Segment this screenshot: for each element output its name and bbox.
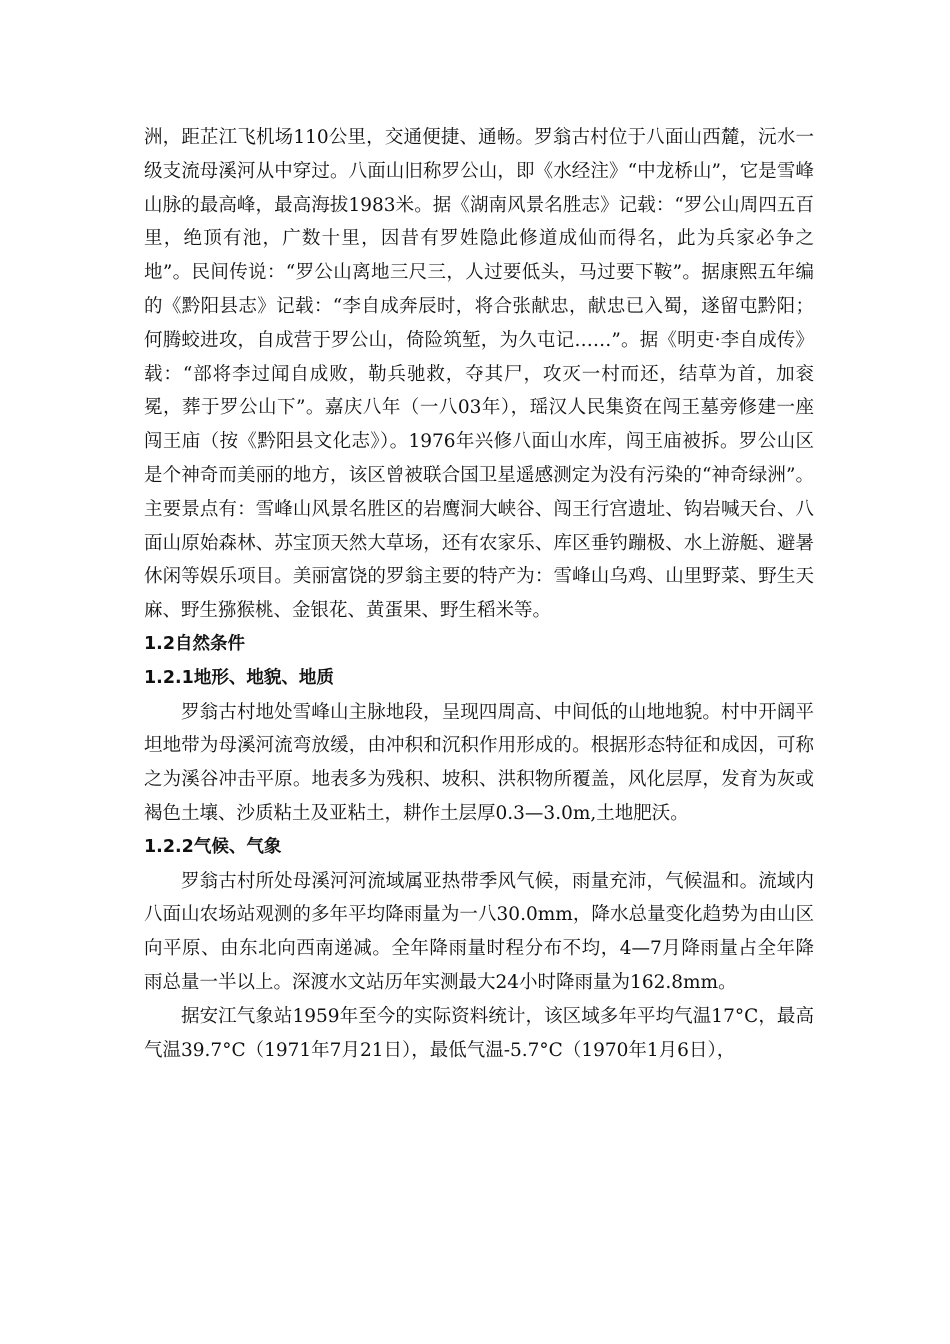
paragraph-climate: 罗翁古村所处母溪河河流域属亚热带季风气候，雨量充沛，气候温和。流域内八面山农场站观测的多年平均降雨量为一八30.0mm，降水总量变化趋势为由山区向平原、由东北向西南递减。全年降雨量时程分布不均，4—7月降雨量占全年降雨总量一半以上。深渡水文站历年实测最大24小时降雨量为162.8mm。 <box>144 870 814 993</box>
paragraph-intro: 洲，距芷江飞机场110公里，交通便捷、通畅。罗翁古村位于八面山西麓，沅水一级支流母溪河从中穿过。八面山旧称罗公山，即《水经注》“中龙桥山”，它是雪峰山脉的最高峰，最高海拔1983米。据《湖南风景名胜志》记载：“罗公山周四五百里，绝顶有池，广数十里，因昔有罗姓隐此修道成仙而得名，此为兵家必争之地”。民间传说：“罗公山离地三尺三，人过要低头，马过要下鞍”。据康熙五年编的《黔阳县志》记载：“李自成奔辰时，将合张献忠，献忠已入蜀，遂留屯黔阳；何腾蛟进攻，自成营于罗公山，倚险筑堑，为久屯记……”。据《明吏·李自成传》载：“部将李过闻自成败，勒兵驰救，夺其尸，攻灭一村而还，结草为首，加衮冕，葬于罗公山下”。嘉庆八年（一八03年），瑶汉人民集资在闯王墓旁修建一座闯王庙（按《黔阳县文化志》）。1976年兴修八面山水库，闯王庙被拆。罗公山区是个神奇而美丽的地方，该区曾被联合国卫星遥感测定为没有污染的“神奇绿洲”。主要景点有：雪峰山风景名胜区的岩鹰洞大峡谷、闯王行宫遗址、钩岩喊天台、八面山原始森林、苏宝顶天然大草场，还有农家乐、库区垂钓蹦极、水上游艇、避暑休闲等娱乐项目。美丽富饶的罗翁主要的特产为：雪峰山乌鸡、山里野菜、野生天麻、野生猕猴桃、金银花、黄蛋果、野生稻米等。 <box>144 127 814 622</box>
paragraph-terrain: 罗翁古村地处雪峰山主脉地段，呈现四周高、中间低的山地地貌。村中开阔平坦地带为母溪河流弯放缓，由冲积和沉积作用形成的。根据形态特征和成因，可称之为溪谷冲击平原。地表多为残积、坡积、洪积物所覆盖，风化层厚，发育为灰或褐色土壤、沙质粘土及亚粘土，耕作土层厚0.3—3.0m,土地肥沃。 <box>144 701 814 824</box>
paragraph-temperature: 据安江气象站1959年至今的实际资料统计，该区域多年平均气温17°C，最高气温39.7°C（1971年7月21日），最低气温-5.7°C（1970年1月6日）， <box>144 1005 814 1061</box>
document-body <box>144 121 814 1067</box>
subsection-heading-terrain: 1.2.1地形、地貌、地质 <box>144 667 334 688</box>
subsection-heading-climate: 1.2.2气候、气象 <box>144 836 282 857</box>
section-heading-natural-conditions: 1.2自然条件 <box>144 633 246 654</box>
